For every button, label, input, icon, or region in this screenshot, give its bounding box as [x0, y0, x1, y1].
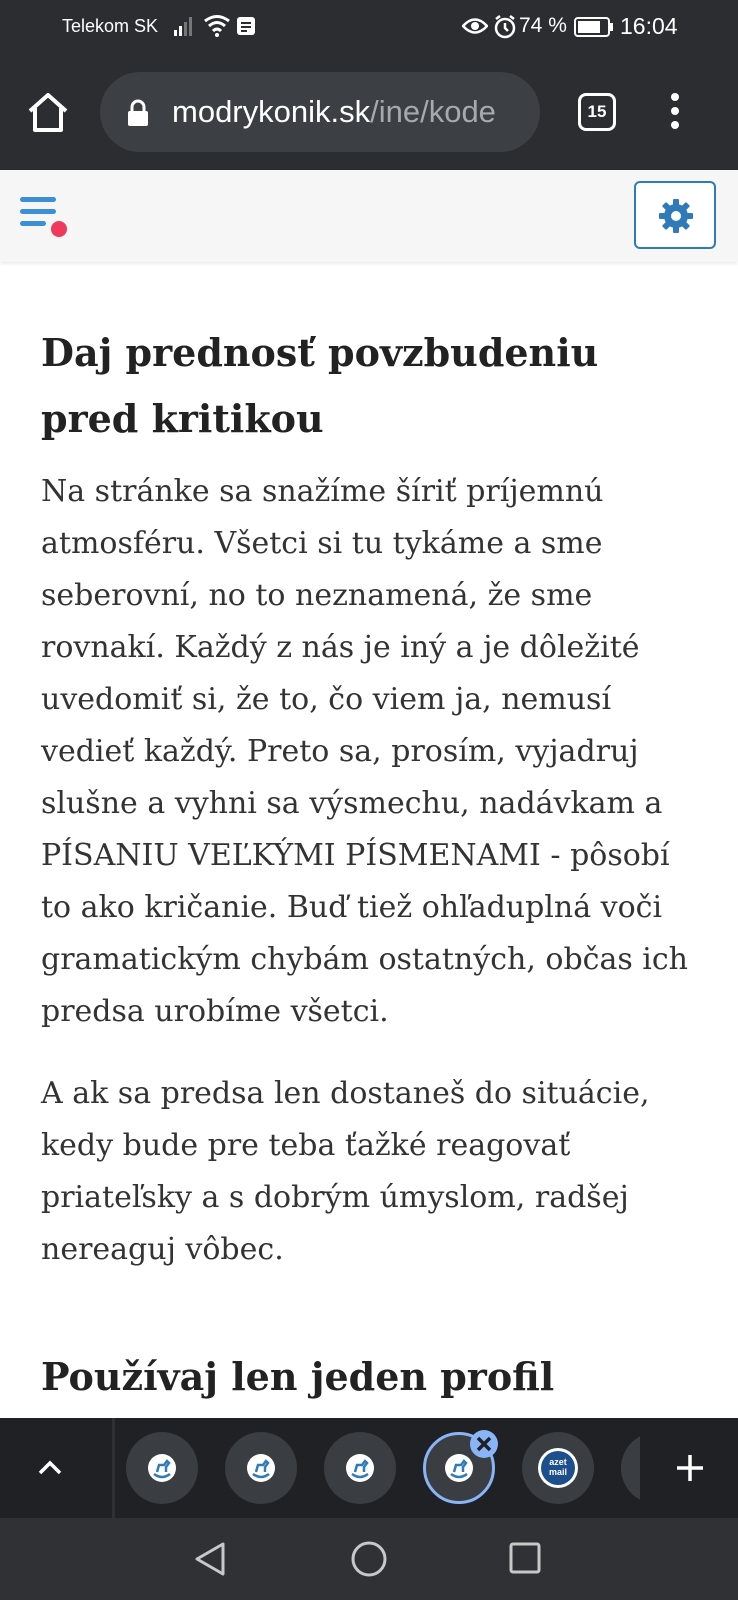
site-header [0, 170, 738, 262]
notification-icon [236, 16, 256, 36]
overflow-menu-icon[interactable] [668, 93, 682, 135]
paragraph: Na stránke sa snažíme šíriť príjemnú atmosféru. Všetci si tu tykáme a sme seberovní, no to neznamená, že sme rovnakí. Každý z nás je iný a je dôležité uvedomiť si, že to, čo viem ja, nemusí vedieť každý. Preto sa, prosím, vyjadruj slušne a vyhni sa výsmechu, nadávkam a PÍSANIU VEĽKÝMI PÍSMENAMI - pôsobí to ako kričanie. Buď tiež ohľaduplná voči gramatickým chybám ostatných, občas ich predsa urobíme všetci. [41, 474, 688, 1029]
collapse-tab-strip-button[interactable] [0, 1418, 115, 1518]
battery-icon [574, 17, 614, 37]
plus-icon [675, 1453, 705, 1483]
url-bar[interactable] [100, 72, 540, 152]
battery-percent: 74 % [519, 14, 567, 37]
tab-thumbnail[interactable] [522, 1432, 594, 1504]
back-icon[interactable] [193, 1541, 227, 1577]
home-icon[interactable] [24, 89, 72, 137]
eye-icon [462, 16, 488, 36]
notification-dot [51, 221, 67, 237]
clock: 16:04 [620, 13, 678, 39]
section-heading: Daj prednosť povzbudeniu pred kritikou [41, 330, 599, 441]
url-domain: modrykonik.sk [172, 94, 371, 129]
home-nav-icon[interactable] [350, 1540, 388, 1578]
url-path: /ine/kode [370, 94, 496, 129]
rocking-horse-icon [445, 1454, 473, 1482]
wifi-icon [204, 14, 230, 38]
carrier-label: Telekom SK [62, 16, 159, 36]
system-navigation-bar [0, 1518, 738, 1600]
status-bar [0, 0, 738, 55]
hamburger-menu-icon[interactable] [20, 197, 68, 237]
rocking-horse-icon [247, 1454, 275, 1482]
mail-app-icon [538, 1448, 578, 1488]
lock-icon [126, 99, 150, 127]
alarm-icon [493, 14, 517, 40]
tab-thumbnail[interactable] [225, 1432, 297, 1504]
tab-switcher-button[interactable]: 15 [578, 93, 616, 131]
tab-thumbnail[interactable] [126, 1432, 198, 1504]
close-tab-icon[interactable] [470, 1430, 498, 1458]
section-heading: Používaj len jeden profil [41, 1354, 555, 1399]
rocking-horse-icon [148, 1454, 176, 1482]
tab-thumbnail[interactable] [324, 1432, 396, 1504]
gear-icon [657, 197, 695, 235]
rocking-horse-icon [346, 1454, 374, 1482]
article-content [41, 320, 701, 1410]
tab-strip [0, 1418, 738, 1518]
browser-toolbar [0, 55, 738, 170]
url-text [172, 94, 496, 130]
chevron-up-icon [36, 1454, 64, 1482]
paragraph: A ak sa predsa len dostaneš do situácie, kedy bude pre teba ťažké reagovať priateľsky a s dobrým úmyslom, radšej nereaguj vôbec. [41, 1076, 650, 1267]
new-tab-button[interactable] [640, 1418, 738, 1518]
signal-icon [174, 16, 196, 36]
settings-button[interactable] [634, 181, 716, 249]
mail-app-label: azet mail [548, 1457, 567, 1477]
recents-icon[interactable] [508, 1541, 542, 1575]
